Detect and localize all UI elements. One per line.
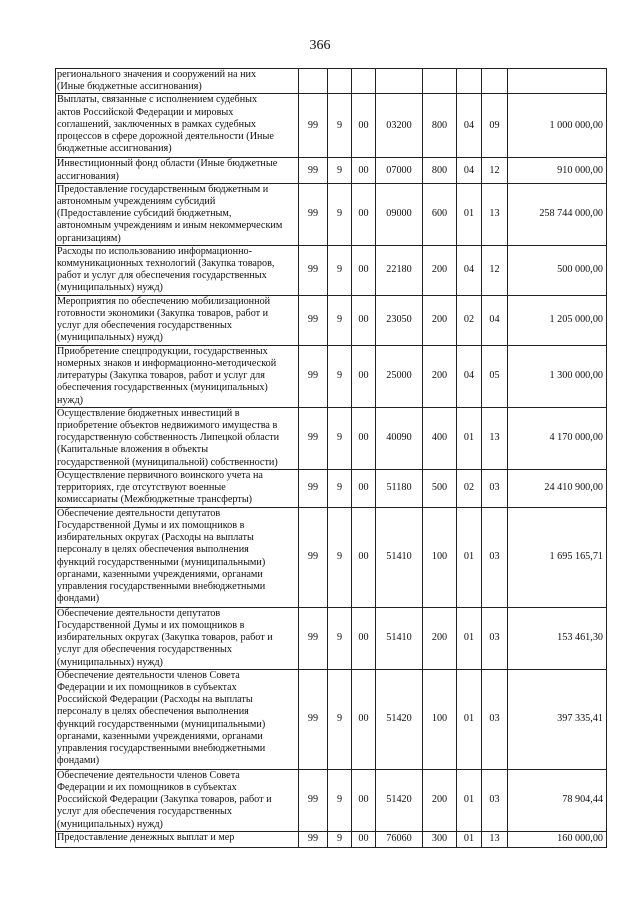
budget-table bbox=[55, 68, 607, 848]
target-code-part3-cell: 00 bbox=[352, 507, 376, 607]
target-code-part2-cell: 9 bbox=[328, 831, 352, 847]
expense-type-cell: 500 bbox=[423, 469, 457, 507]
target-code-part4-cell: 51420 bbox=[376, 669, 423, 769]
target-code-part1-cell: 99 bbox=[299, 407, 328, 469]
expense-type-cell bbox=[423, 69, 457, 94]
amount-cell bbox=[508, 69, 607, 94]
amount-cell: 1 000 000,00 bbox=[508, 94, 607, 158]
target-code-part3-cell: 00 bbox=[352, 607, 376, 669]
target-code-part2-cell: 9 bbox=[328, 245, 352, 295]
target-code-part2-cell: 9 bbox=[328, 183, 352, 245]
target-code-part3-cell bbox=[352, 69, 376, 94]
amount-cell: 1 695 165,71 bbox=[508, 507, 607, 607]
expense-name-cell: Предоставление государственным бюджетным и автономным учреждениям субсидий (Предоставление субсидий бюджетным, автономным учреждениям и иным некоммерческим организациям) bbox=[56, 183, 299, 245]
target-code-part2-cell: 9 bbox=[328, 295, 352, 345]
target-code-part2-cell: 9 bbox=[328, 769, 352, 831]
expense-type-cell: 400 bbox=[423, 407, 457, 469]
target-code-part3-cell: 00 bbox=[352, 469, 376, 507]
target-code-part4-cell: 51410 bbox=[376, 607, 423, 669]
target-code-part4-cell: 22180 bbox=[376, 245, 423, 295]
target-code-part4-cell: 23050 bbox=[376, 295, 423, 345]
expense-type-cell: 100 bbox=[423, 669, 457, 769]
target-code-part4-cell: 40090 bbox=[376, 407, 423, 469]
target-code-part2-cell: 9 bbox=[328, 345, 352, 407]
table-row bbox=[56, 607, 607, 669]
target-code-part1-cell: 99 bbox=[299, 345, 328, 407]
expense-type-cell: 800 bbox=[423, 158, 457, 183]
table-row bbox=[56, 469, 607, 507]
target-code-part1-cell: 99 bbox=[299, 507, 328, 607]
amount-cell: 78 904,44 bbox=[508, 769, 607, 831]
amount-cell: 1 205 000,00 bbox=[508, 295, 607, 345]
subsection-cell: 03 bbox=[482, 669, 508, 769]
section-cell: 04 bbox=[457, 158, 482, 183]
expense-name-cell: Приобретение спецпродукции, государственных номерных знаков и информационно-методической литературы (Закупка товаров, работ и услуг для обеспечения государственных (муниципальных) нужд) bbox=[56, 345, 299, 407]
subsection-cell bbox=[482, 69, 508, 94]
amount-cell: 500 000,00 bbox=[508, 245, 607, 295]
target-code-part4-cell: 09000 bbox=[376, 183, 423, 245]
amount-cell: 910 000,00 bbox=[508, 158, 607, 183]
section-cell: 01 bbox=[457, 669, 482, 769]
target-code-part1-cell: 99 bbox=[299, 669, 328, 769]
target-code-part2-cell bbox=[328, 69, 352, 94]
expense-type-cell: 200 bbox=[423, 295, 457, 345]
section-cell: 04 bbox=[457, 245, 482, 295]
amount-cell: 24 410 900,00 bbox=[508, 469, 607, 507]
section-cell: 02 bbox=[457, 295, 482, 345]
section-cell: 04 bbox=[457, 94, 482, 158]
expense-name-cell: Обеспечение деятельности членов Совета Федерации и их помощников в субъектах Российской Федерации (Закупка товаров, работ и услуг для обеспечения государственных (муниципальных) нужд) bbox=[56, 769, 299, 831]
target-code-part1-cell: 99 bbox=[299, 158, 328, 183]
table-row bbox=[56, 769, 607, 831]
section-cell: 02 bbox=[457, 469, 482, 507]
section-cell: 01 bbox=[457, 507, 482, 607]
section-cell: 01 bbox=[457, 407, 482, 469]
target-code-part4-cell: 51410 bbox=[376, 507, 423, 607]
target-code-part3-cell: 00 bbox=[352, 183, 376, 245]
subsection-cell: 03 bbox=[482, 469, 508, 507]
amount-cell: 160 000,00 bbox=[508, 831, 607, 847]
target-code-part4-cell bbox=[376, 69, 423, 94]
expense-type-cell: 200 bbox=[423, 345, 457, 407]
expense-name-cell: Выплаты, связанные с исполнением судебных актов Российской Федерации и мировых соглашений, заключенных в рамках судебных процессов в сфере дорожной деятельности (Иные бюджетные ассигнования) bbox=[56, 94, 299, 158]
subsection-cell: 03 bbox=[482, 769, 508, 831]
expense-name-cell: Расходы по использованию информационно- коммуникационных технологий (Закупка товаров, работ и услуг для обеспечения государственных (муниципальных) нужд) bbox=[56, 245, 299, 295]
expense-name-cell: Мероприятия по обеспечению мобилизационной готовности экономики (Закупка товаров, работ и услуг для обеспечения государственных (муниципальных) нужд) bbox=[56, 295, 299, 345]
expense-name-cell: Обеспечение деятельности депутатов Государственной Думы и их помощников в избирательных округах (Закупка товаров, работ и услуг для обеспечения государственных (муниципальных) нужд) bbox=[56, 607, 299, 669]
expense-name-cell: Обеспечение деятельности членов Совета Федерации и их помощников в субъектах Российской Федерации (Расходы на выплаты персоналу в целях обеспечения выполнения функций государственными (муниципальными) органами, казенными учреждениями, органами управления государственными внебюджетными фондами) bbox=[56, 669, 299, 769]
target-code-part4-cell: 51420 bbox=[376, 769, 423, 831]
target-code-part3-cell: 00 bbox=[352, 831, 376, 847]
section-cell: 01 bbox=[457, 607, 482, 669]
target-code-part2-cell: 9 bbox=[328, 407, 352, 469]
expense-type-cell: 600 bbox=[423, 183, 457, 245]
target-code-part1-cell: 99 bbox=[299, 469, 328, 507]
expense-type-cell: 200 bbox=[423, 245, 457, 295]
page-number: 366 bbox=[309, 38, 331, 53]
target-code-part4-cell: 03200 bbox=[376, 94, 423, 158]
table-row bbox=[56, 69, 607, 94]
target-code-part1-cell: 99 bbox=[299, 769, 328, 831]
expense-type-cell: 200 bbox=[423, 607, 457, 669]
table-row bbox=[56, 183, 607, 245]
table-row bbox=[56, 345, 607, 407]
subsection-cell: 13 bbox=[482, 831, 508, 847]
section-cell: 01 bbox=[457, 769, 482, 831]
table-row bbox=[56, 295, 607, 345]
target-code-part3-cell: 00 bbox=[352, 407, 376, 469]
target-code-part2-cell: 9 bbox=[328, 607, 352, 669]
subsection-cell: 03 bbox=[482, 607, 508, 669]
amount-cell: 258 744 000,00 bbox=[508, 183, 607, 245]
subsection-cell: 13 bbox=[482, 407, 508, 469]
subsection-cell: 04 bbox=[482, 295, 508, 345]
section-cell bbox=[457, 69, 482, 94]
target-code-part3-cell: 00 bbox=[352, 94, 376, 158]
table-row bbox=[56, 245, 607, 295]
subsection-cell: 13 bbox=[482, 183, 508, 245]
amount-cell: 4 170 000,00 bbox=[508, 407, 607, 469]
subsection-cell: 05 bbox=[482, 345, 508, 407]
subsection-cell: 12 bbox=[482, 158, 508, 183]
section-cell: 04 bbox=[457, 345, 482, 407]
target-code-part1-cell: 99 bbox=[299, 245, 328, 295]
table-row bbox=[56, 507, 607, 607]
target-code-part4-cell: 51180 bbox=[376, 469, 423, 507]
target-code-part2-cell: 9 bbox=[328, 94, 352, 158]
expense-name-cell: Предоставление денежных выплат и мер bbox=[56, 831, 299, 847]
table-row bbox=[56, 831, 607, 847]
expense-name-cell: Инвестиционный фонд области (Иные бюджетные ассигнования) bbox=[56, 158, 299, 183]
expense-name-cell: Осуществление первичного воинского учета на территориях, где отсутствуют военные комиссариаты (Межбюджетные трансферты) bbox=[56, 469, 299, 507]
subsection-cell: 03 bbox=[482, 507, 508, 607]
section-cell: 01 bbox=[457, 831, 482, 847]
target-code-part3-cell: 00 bbox=[352, 669, 376, 769]
target-code-part3-cell: 00 bbox=[352, 158, 376, 183]
table-row bbox=[56, 669, 607, 769]
expense-type-cell: 800 bbox=[423, 94, 457, 158]
expense-name-cell: Осуществление бюджетных инвестиций в приобретение объектов недвижимого имущества в государственную собственность Липецкой области (Капитальные вложения в объекты государственной (муниципальной) собственности) bbox=[56, 407, 299, 469]
section-cell: 01 bbox=[457, 183, 482, 245]
target-code-part4-cell: 25000 bbox=[376, 345, 423, 407]
target-code-part4-cell: 76060 bbox=[376, 831, 423, 847]
target-code-part2-cell: 9 bbox=[328, 669, 352, 769]
target-code-part1-cell: 99 bbox=[299, 831, 328, 847]
target-code-part2-cell: 9 bbox=[328, 469, 352, 507]
amount-cell: 1 300 000,00 bbox=[508, 345, 607, 407]
target-code-part1-cell: 99 bbox=[299, 295, 328, 345]
target-code-part1-cell: 99 bbox=[299, 607, 328, 669]
table-row bbox=[56, 158, 607, 183]
target-code-part3-cell: 00 bbox=[352, 345, 376, 407]
target-code-part3-cell: 00 bbox=[352, 245, 376, 295]
amount-cell: 397 335,41 bbox=[508, 669, 607, 769]
table-row bbox=[56, 407, 607, 469]
expense-name-cell: Обеспечение деятельности депутатов Государственной Думы и их помощников в избирательных округах (Расходы на выплаты персоналу в целях обеспечения выполнения функций государственными (муниципальными) органами, казенными учреждениями, органами управления государственными внебюджетными фондами) bbox=[56, 507, 299, 607]
subsection-cell: 09 bbox=[482, 94, 508, 158]
expense-name-cell: регионального значения и сооружений на них (Иные бюджетные ассигнования) bbox=[56, 69, 299, 94]
target-code-part1-cell bbox=[299, 69, 328, 94]
target-code-part1-cell: 99 bbox=[299, 94, 328, 158]
target-code-part4-cell: 07000 bbox=[376, 158, 423, 183]
target-code-part2-cell: 9 bbox=[328, 507, 352, 607]
target-code-part3-cell: 00 bbox=[352, 769, 376, 831]
expense-type-cell: 300 bbox=[423, 831, 457, 847]
expense-type-cell: 100 bbox=[423, 507, 457, 607]
amount-cell: 153 461,30 bbox=[508, 607, 607, 669]
table-row bbox=[56, 94, 607, 158]
target-code-part3-cell: 00 bbox=[352, 295, 376, 345]
target-code-part2-cell: 9 bbox=[328, 158, 352, 183]
expense-type-cell: 200 bbox=[423, 769, 457, 831]
subsection-cell: 12 bbox=[482, 245, 508, 295]
target-code-part1-cell: 99 bbox=[299, 183, 328, 245]
